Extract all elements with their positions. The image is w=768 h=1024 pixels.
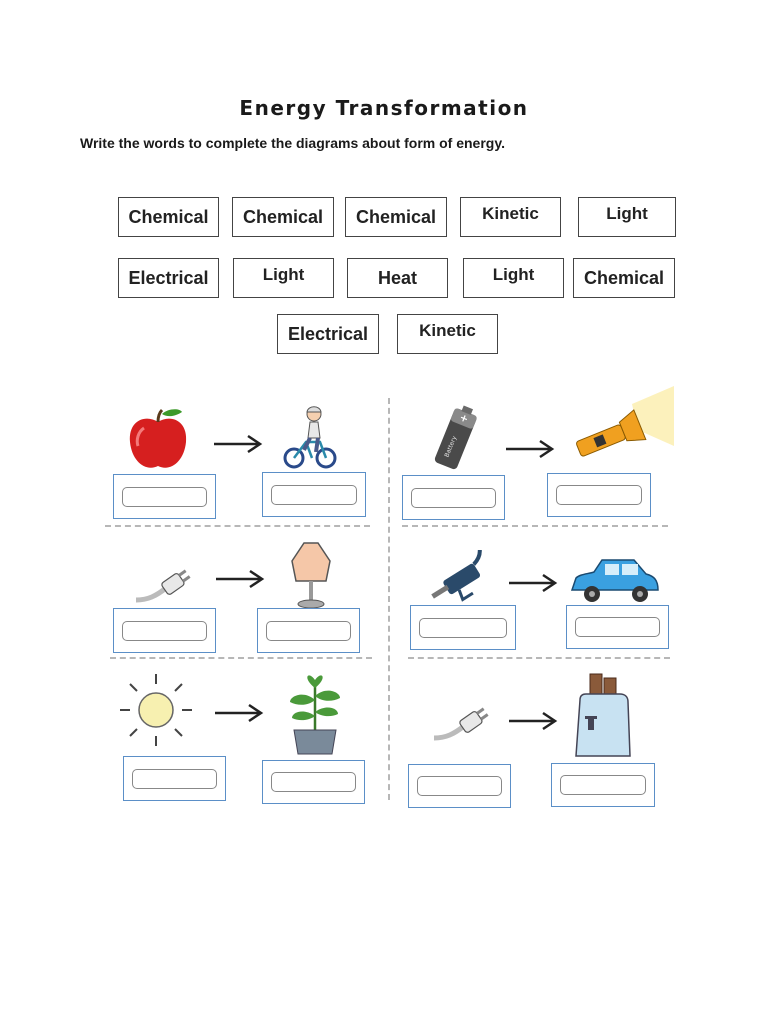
arrow-right-icon	[213, 701, 265, 725]
lamp-icon	[286, 541, 336, 611]
vertical-divider	[388, 398, 390, 800]
plant-icon	[286, 670, 344, 756]
arrow-right-icon	[507, 571, 559, 595]
horizontal-divider	[408, 657, 670, 659]
word-card[interactable]: Kinetic	[397, 314, 498, 354]
word-card[interactable]: Chemical	[232, 197, 334, 237]
word-card[interactable]: Heat	[347, 258, 448, 298]
car-icon	[568, 556, 662, 606]
answer-input[interactable]	[575, 617, 660, 637]
cyclist-icon	[282, 402, 338, 472]
word-card[interactable]: Electrical	[277, 314, 379, 354]
answer-input[interactable]	[556, 485, 642, 505]
answer-input[interactable]	[266, 621, 351, 641]
flashlight-icon	[572, 386, 676, 470]
battery-icon	[428, 402, 484, 474]
plug-icon	[430, 696, 494, 746]
answer-input[interactable]	[417, 776, 502, 796]
toaster-icon	[570, 670, 636, 764]
word-card[interactable]: Chemical	[345, 197, 447, 237]
answer-box	[547, 473, 651, 517]
answer-box	[262, 472, 366, 517]
page-title: Energy Transformation	[239, 96, 529, 120]
word-card[interactable]: Electrical	[118, 258, 219, 298]
answer-box	[566, 605, 669, 649]
answer-input[interactable]	[271, 772, 356, 792]
answer-input[interactable]	[122, 487, 207, 507]
horizontal-divider	[110, 657, 372, 659]
answer-box	[402, 475, 505, 520]
instructions: Write the words to complete the diagrams about form of energy.	[80, 135, 505, 151]
fuel-nozzle-icon	[424, 550, 496, 606]
svg-text:+: +	[457, 412, 470, 426]
answer-input[interactable]	[560, 775, 646, 795]
word-card[interactable]: Light	[578, 197, 676, 237]
answer-box	[113, 608, 216, 653]
word-card[interactable]: Chemical	[573, 258, 675, 298]
arrow-right-icon	[212, 432, 264, 456]
word-card[interactable]: Kinetic	[460, 197, 561, 237]
horizontal-divider	[402, 525, 668, 527]
answer-input[interactable]	[271, 485, 357, 505]
answer-input[interactable]	[419, 618, 507, 638]
battery-label: Battery	[443, 435, 459, 459]
word-card[interactable]: Light	[463, 258, 564, 298]
horizontal-divider	[105, 525, 370, 527]
answer-box	[257, 608, 360, 653]
arrow-right-icon	[504, 437, 556, 461]
plug-icon	[132, 558, 196, 608]
word-card[interactable]: Light	[233, 258, 334, 298]
arrow-right-icon	[214, 567, 266, 591]
answer-input[interactable]	[411, 488, 496, 508]
answer-box	[123, 756, 226, 801]
answer-box	[262, 760, 365, 804]
answer-box	[551, 763, 655, 807]
answer-box	[113, 474, 216, 519]
answer-box	[410, 605, 516, 650]
answer-input[interactable]	[122, 621, 207, 641]
answer-input[interactable]	[132, 769, 217, 789]
word-card[interactable]: Chemical	[118, 197, 219, 237]
arrow-right-icon	[507, 709, 559, 733]
apple-icon	[124, 406, 192, 474]
sun-icon	[116, 670, 196, 750]
answer-box	[408, 764, 511, 808]
